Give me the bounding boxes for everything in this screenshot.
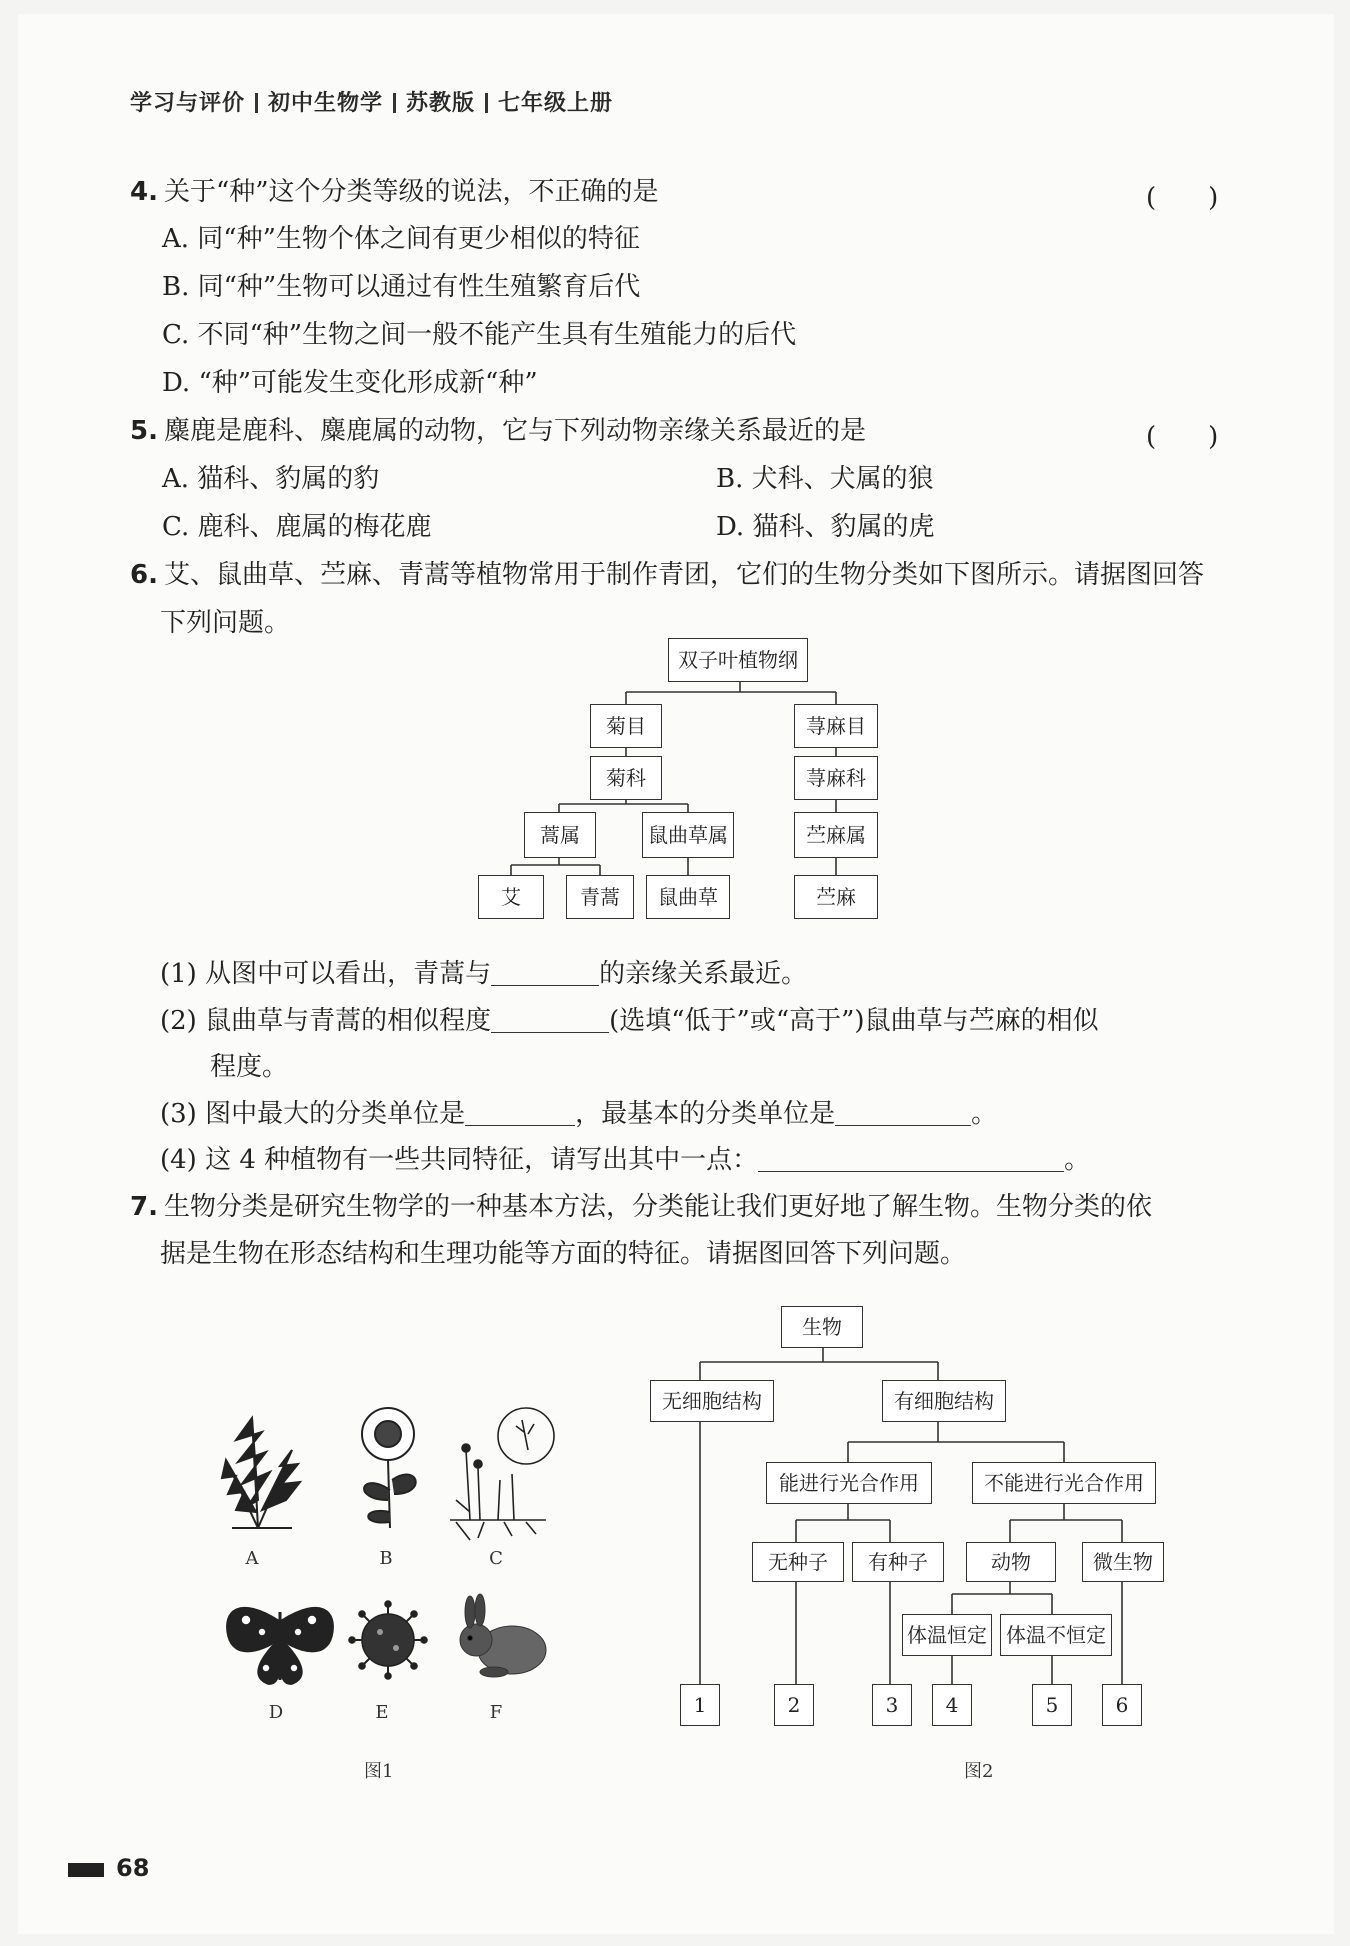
q6-sub3-tail: 。 [971, 1099, 998, 1129]
fig1-label-f: F [489, 1702, 503, 1723]
q7-stem-line2: 据是生物在形态结构和生理功能等方面的特征。请据图回答下列问题。 [160, 1239, 967, 1269]
q6-sub3-mid: ，最基本的分类单位是 [575, 1099, 836, 1129]
q6-sub4-tail: 。 [1064, 1145, 1091, 1175]
q7-number: 7. [130, 1192, 158, 1222]
header-grade: 七年级上册 [498, 91, 614, 116]
q6-sub4-text: (4) 这 4 种植物有一些共同特征，请写出其中一点： [160, 1145, 759, 1175]
q6-stem-line2: 下列问题。 [160, 608, 291, 638]
q6-node-species-qinghao: 青蒿 [566, 875, 634, 919]
fig1-label-c: C [489, 1548, 503, 1569]
q6-node-order-urticales: 荨麻目 [794, 704, 878, 748]
q4-stem-text: 关于“种”这个分类等级的说法，不正确的是 [163, 177, 659, 207]
footer-bar [68, 1863, 104, 1877]
q6-node-genus-gnaphalium: 鼠曲草属 [642, 812, 734, 858]
fig2-node-organism: 生物 [781, 1306, 863, 1348]
page-number: 68 [116, 1854, 150, 1882]
q6-node-species-mugwort: 艾 [478, 875, 544, 919]
fig2-node-microbe: 微生物 [1082, 1542, 1164, 1582]
fig1-label-e: E [375, 1702, 389, 1723]
q5-option-d[interactable]: D. 猫科、豹属的虎 [716, 512, 935, 542]
q6-sub1-tail: 的亲缘关系最近。 [599, 959, 808, 989]
q6-node-class: 双子叶植物纲 [668, 638, 808, 682]
fig1-label-b: B [379, 1548, 393, 1569]
q6-number: 6. [130, 560, 158, 590]
fig2-node-no-cell: 无细胞结构 [650, 1380, 774, 1422]
fig1-label-a: A [245, 1548, 259, 1569]
q6-node-order-asterales: 菊目 [590, 704, 662, 748]
q5-number: 5. [130, 416, 158, 446]
q7-stem-text: 生物分类是研究生物学的一种基本方法，分类能让我们更好地了解生物。生物分类的依 [163, 1192, 1152, 1222]
fig2-node-seed: 有种子 [852, 1542, 944, 1582]
q6-node-species-cudweed: 鼠曲草 [646, 875, 730, 919]
fig2-node-seedless: 无种子 [752, 1542, 844, 1582]
q6-node-genus-artemisia: 蒿属 [524, 812, 596, 858]
fig2-answer-box-3[interactable]: 3 [872, 1684, 912, 1726]
q6-stem-text: 艾、鼠曲草、苎麻、青蒿等植物常用于制作青团，它们的生物分类如下图所示。请据图回答 [163, 560, 1204, 590]
q6-node-species-ramie: 苎麻 [794, 875, 878, 919]
header-subject: 初中生物学 [268, 91, 384, 116]
q6-sub2-text: (2) 鼠曲草与青蒿的相似程度 [160, 1006, 492, 1036]
q6-sub2-cont: 程度。 [210, 1052, 289, 1082]
fig2-node-animal: 动物 [966, 1542, 1056, 1582]
q5-option-b[interactable]: B. 犬科、犬属的狼 [716, 464, 934, 494]
q4-number: 4. [130, 177, 158, 207]
q4-option-a[interactable]: A. 同“种”生物个体之间有更少相似的特征 [162, 224, 640, 254]
q5-stem-text: 麋鹿是鹿科、麋鹿属的动物，它与下列动物亲缘关系最近的是 [163, 416, 866, 446]
fig2-answer-box-1[interactable]: 1 [680, 1684, 720, 1726]
q6-sub3-text: (3) 图中最大的分类单位是 [160, 1099, 466, 1129]
q5-answer-paren[interactable]: ( ) [1146, 422, 1219, 452]
fig1-caption: 图1 [364, 1761, 394, 1782]
q6-node-family-urticaceae: 荨麻科 [794, 756, 878, 800]
q6-node-family-asteraceae: 菊科 [590, 756, 662, 800]
fig2-node-photosynthetic: 能进行光合作用 [766, 1462, 932, 1504]
fig2-answer-box-5[interactable]: 5 [1032, 1684, 1072, 1726]
q5-option-a[interactable]: A. 猫科、豹属的豹 [162, 464, 380, 494]
q6-sub2-tail: (选填“低于”或“高于”)鼠曲草与苎麻的相似 [609, 1006, 1099, 1036]
fig1-label-d: D [268, 1702, 284, 1723]
fig2-node-warm-blooded: 体温恒定 [902, 1614, 992, 1656]
q4-answer-paren[interactable]: ( ) [1146, 183, 1219, 213]
fig2-node-cold-blooded: 体温不恒定 [1000, 1614, 1112, 1656]
header-edition: 苏教版 [406, 91, 476, 116]
fig2-node-non-photosynthetic: 不能进行光合作用 [972, 1462, 1156, 1504]
header-title: 学习与评价 [130, 91, 246, 116]
q4-option-c[interactable]: C. 不同“种”生物之间一般不能产生具有生殖能力的后代 [162, 320, 797, 350]
q5-option-c[interactable]: C. 鹿科、鹿属的梅花鹿 [162, 512, 432, 542]
q4-option-d[interactable]: D. “种”可能发生变化形成新“种” [162, 368, 538, 398]
q6-node-genus-boehmeria: 苎麻属 [794, 812, 878, 858]
q4-option-b[interactable]: B. 同“种”生物可以通过有性生殖繁育后代 [162, 272, 641, 302]
fig2-answer-box-6[interactable]: 6 [1102, 1684, 1142, 1726]
fig2-caption: 图2 [964, 1761, 994, 1782]
fig2-answer-box-2[interactable]: 2 [774, 1684, 814, 1726]
fig2-node-cell: 有细胞结构 [882, 1380, 1006, 1422]
fig2-answer-box-4[interactable]: 4 [932, 1684, 972, 1726]
q6-sub1-text: (1) 从图中可以看出，青蒿与 [160, 959, 492, 989]
